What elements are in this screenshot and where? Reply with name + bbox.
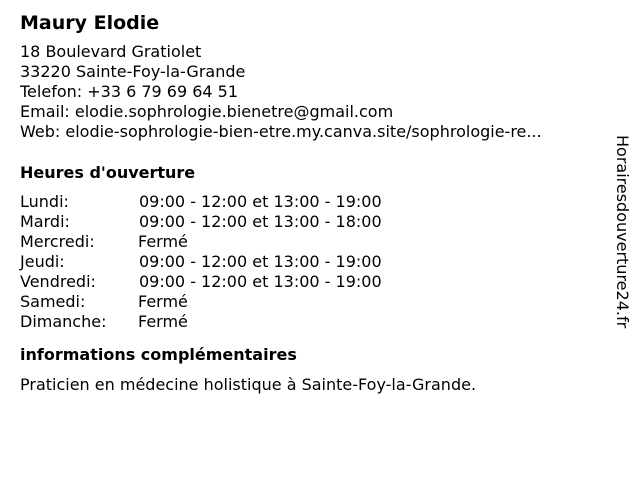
hours-time: 09:00 - 12:00 et 13:00 - 19:00 <box>139 252 382 271</box>
hours-day: Vendredi: <box>20 272 96 291</box>
hours-time: 09:00 - 12:00 et 13:00 - 19:00 <box>139 272 382 291</box>
hours-row-wednesday <box>20 232 610 252</box>
email-line[interactable]: Email: elodie.sophrologie.bienetre@gmail.com <box>20 102 394 121</box>
additional-info-title: informations complémentaires <box>20 345 297 364</box>
hours-day: Samedi: <box>20 292 86 311</box>
hours-row-sunday <box>20 312 610 332</box>
hours-time: Fermé <box>138 232 188 251</box>
web-line[interactable]: Web: elodie-sophrologie-bien-etre.my.canva.site/sophrologie-re... <box>20 122 542 141</box>
hours-row-friday <box>20 272 610 292</box>
hours-row-monday <box>20 192 610 212</box>
address-line-1: 18 Boulevard Gratiolet <box>20 42 202 61</box>
hours-day: Mercredi: <box>20 232 95 251</box>
business-name: Maury Elodie <box>20 12 160 34</box>
opening-hours-title: Heures d'ouverture <box>20 163 196 182</box>
address-line-2: 33220 Sainte-Foy-la-Grande <box>20 62 246 81</box>
brand-watermark-text: Horairesdouverture24.fr <box>613 135 632 329</box>
hours-time: Fermé <box>138 292 188 311</box>
hours-row-saturday <box>20 292 610 312</box>
additional-info-text: Praticien en médecine holistique à Sainte-Foy-la-Grande. <box>20 375 477 394</box>
hours-row-tuesday <box>20 212 610 232</box>
hours-time: Fermé <box>138 312 188 331</box>
hours-day: Mardi: <box>20 212 70 231</box>
hours-time: 09:00 - 12:00 et 13:00 - 19:00 <box>139 192 382 211</box>
hours-day: Lundi: <box>20 192 69 211</box>
phone-line[interactable]: Telefon: +33 6 79 69 64 51 <box>20 82 239 101</box>
hours-time: 09:00 - 12:00 et 13:00 - 18:00 <box>139 212 382 231</box>
hours-day: Dimanche: <box>20 312 107 331</box>
hours-day: Jeudi: <box>20 252 65 271</box>
business-card <box>20 10 610 395</box>
hours-row-thursday <box>20 252 610 272</box>
